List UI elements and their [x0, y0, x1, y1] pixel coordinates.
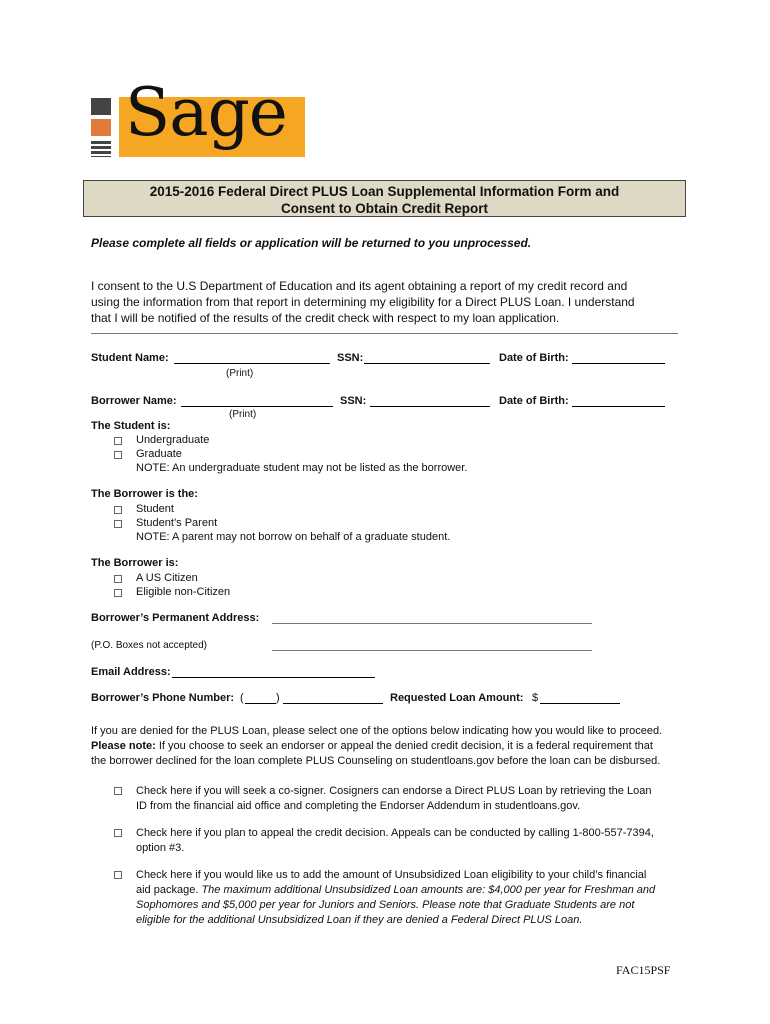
consent-line: that I will be notified of the results of the credit check with respect to my loan application.	[91, 311, 560, 325]
option-line	[136, 883, 655, 898]
requested-amount-field[interactable]	[540, 703, 620, 704]
us-citizen-checkbox[interactable]	[114, 575, 122, 583]
currency-symbol: $	[532, 692, 539, 704]
student-is-note: NOTE: An undergraduate student may not be listed as the borrower.	[136, 462, 468, 474]
cosigner-option-text	[136, 784, 651, 814]
requested-amount-label: Requested Loan Amount:	[390, 692, 524, 704]
consent-line: I consent to the U.S Department of Education and its agent obtaining a report of my credit record and	[91, 279, 628, 293]
student-ssn-label: SSN:	[337, 352, 364, 364]
logo-mark-middle	[91, 119, 111, 136]
undergraduate-checkbox[interactable]	[114, 437, 122, 445]
option-line-plain: aid package.	[136, 884, 202, 896]
borrower-dob-label: Date of Birth:	[499, 395, 569, 407]
graduate-checkbox[interactable]	[114, 451, 122, 459]
address-field-line1[interactable]	[272, 623, 592, 624]
area-code-field[interactable]	[245, 703, 276, 704]
borrower-ssn-field[interactable]	[370, 406, 490, 407]
form-title-line2: Consent to Obtain Credit Report	[281, 201, 488, 216]
address-field-line2[interactable]	[272, 650, 592, 651]
student-checkbox[interactable]	[114, 506, 122, 514]
borrower-is-the-note: NOTE: A parent may not borrow on behalf of a graduate student.	[136, 531, 451, 543]
unsubsidized-option-text	[136, 868, 655, 928]
logo-wordmark: Sage	[125, 74, 287, 151]
option-line-italic: The maximum additional Unsubsidized Loan amounts are: $4,000 per year for Freshman and	[201, 884, 656, 896]
student-name-field[interactable]	[174, 363, 330, 364]
borrower-ssn-label: SSN:	[340, 395, 367, 407]
student-is-heading: The Student is:	[91, 420, 171, 432]
student-dob-label: Date of Birth:	[499, 352, 569, 364]
denial-note-text: If you choose to seek an endorser or appeal the denied credit decision, it is a federal requirement that	[155, 740, 653, 752]
form-title	[83, 180, 686, 217]
eligible-non-citizen-label: Eligible non-Citizen	[136, 586, 231, 598]
appeal-option-text	[136, 826, 654, 856]
phone-label: Borrower’s Phone Number:	[91, 692, 235, 704]
students-parent-checkbox[interactable]	[114, 520, 122, 528]
address-label: Borrower’s Permanent Address:	[91, 612, 260, 624]
us-citizen-label: A US Citizen	[136, 572, 198, 584]
student-dob-field[interactable]	[572, 363, 665, 364]
option-line: Sophomores and $5,000 per year for Juniors and Seniors. Please note that Graduate Students are not	[136, 899, 635, 911]
email-label: Email Address:	[91, 666, 171, 678]
divider	[91, 333, 678, 334]
appeal-checkbox[interactable]	[114, 829, 122, 837]
po-box-note: (P.O. Boxes not accepted)	[91, 640, 207, 651]
option-line: ID from the financial aid office and completing the Endorser Addendum in studentloans.gov.	[136, 800, 581, 812]
area-code-close: )	[276, 692, 280, 704]
unsubsidized-checkbox[interactable]	[114, 871, 122, 879]
form-title-line1: 2015-2016 Federal Direct PLUS Loan Supplemental Information Form and	[149, 184, 620, 199]
form-code: FAC15PSF	[616, 963, 671, 977]
borrower-is-the-heading: The Borrower is the:	[91, 488, 198, 500]
students-parent-label: Student’s Parent	[136, 517, 218, 529]
email-field[interactable]	[172, 677, 375, 678]
option-line: option #3.	[136, 842, 185, 854]
graduate-label: Graduate	[136, 448, 182, 460]
phone-number-field[interactable]	[283, 703, 383, 704]
option-line: Check here if you will seek a co-signer. Cosigners can endorse a Direct PLUS Loan by retrieving the Loan	[136, 785, 652, 797]
logo-mark-top	[91, 98, 111, 115]
instruction-text: Please complete all fields or application will be returned to you unprocessed.	[91, 236, 532, 250]
area-code-open: (	[240, 692, 244, 704]
student-ssn-field[interactable]	[364, 363, 490, 364]
option-line: eligible for the additional Unsubsidized Loan if they are denied a Federal Direct PLUS Loan.	[136, 914, 583, 926]
option-line: Check here if you plan to appeal the credit decision. Appeals can be conducted by calling 1-800-557-7394,	[136, 827, 654, 839]
student-option-label: Student	[136, 503, 174, 515]
borrower-dob-field[interactable]	[572, 406, 665, 407]
consent-line: using the information from that report in determining my eligibility for a Direct PLUS Loan. I understand	[91, 295, 635, 309]
option-line: Check here if you would like us to add the amount of Unsubsidized Loan eligibility to your child’s financial	[136, 869, 647, 881]
borrower-is-heading: The Borrower is:	[91, 557, 179, 569]
denial-paragraph	[91, 724, 662, 769]
print-note: (Print)	[229, 409, 257, 420]
borrower-name-label: Borrower Name:	[91, 395, 177, 407]
eligible-non-citizen-checkbox[interactable]	[114, 589, 122, 597]
cosigner-checkbox[interactable]	[114, 787, 122, 795]
logo-mark-bottom	[91, 141, 111, 157]
borrower-name-field[interactable]	[181, 406, 333, 407]
print-note: (Print)	[226, 368, 254, 379]
please-note-label: Please note:	[91, 740, 156, 752]
denial-line: If you are denied for the PLUS Loan, please select one of the options below indicating how you would like to proceed.	[91, 725, 663, 737]
denial-line: the borrower declined for the loan complete PLUS Counseling on studentloans.gov before the loan can be disbursed.	[91, 755, 661, 767]
student-name-label: Student Name:	[91, 352, 169, 364]
denial-line	[91, 739, 662, 754]
consent-paragraph	[91, 278, 635, 326]
undergraduate-label: Undergraduate	[136, 434, 210, 446]
